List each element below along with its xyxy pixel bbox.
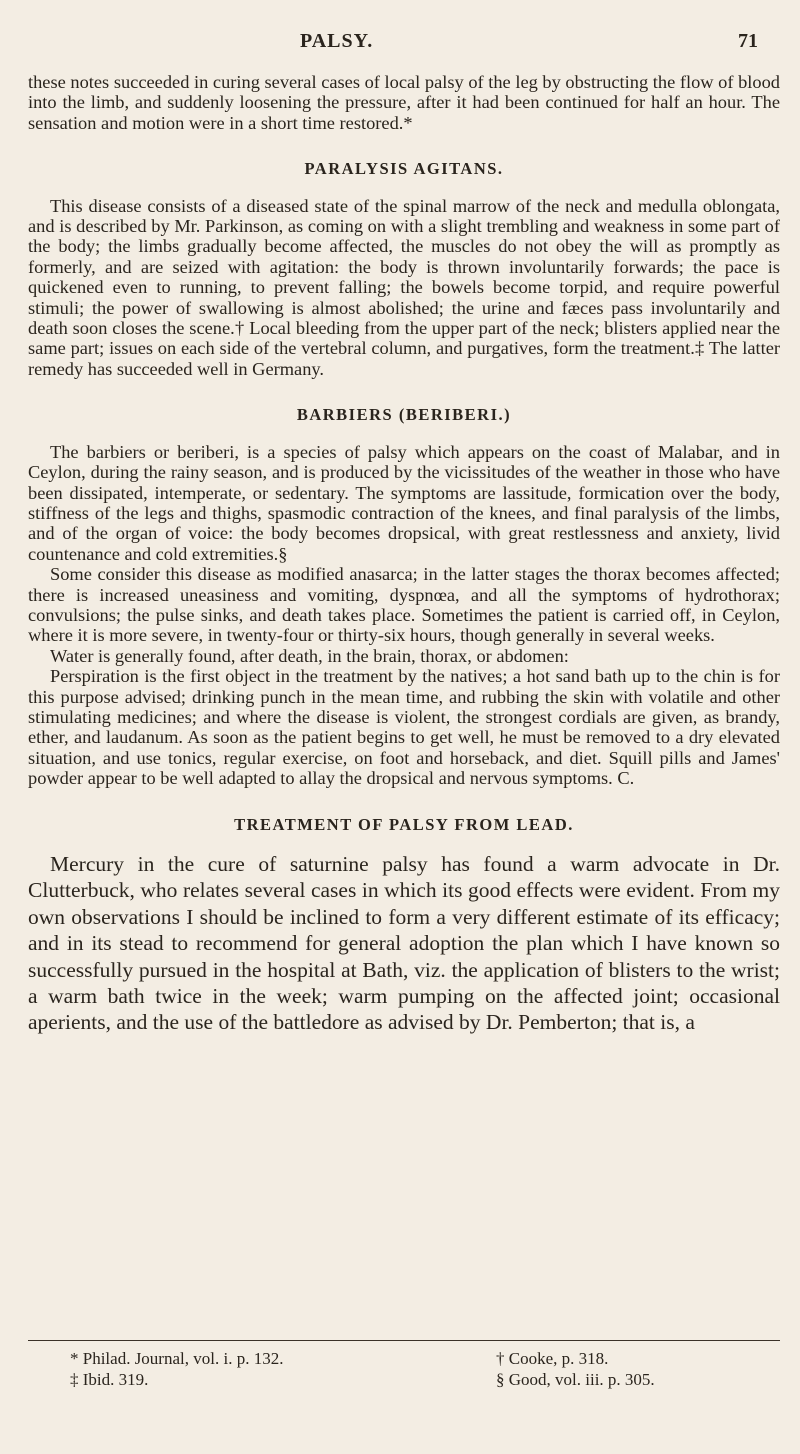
footnote-row [70,1348,760,1369]
footnote-ibid: ‡ Ibid. 319. [70,1370,149,1389]
footnote-divider [28,1340,780,1341]
paragraph-barbiers-3: Water is generally found, after death, in the brain, thorax, or abdomen: [50,645,569,666]
section-heading-lead-palsy: TREATMENT OF PALSY FROM LEAD. [234,814,574,834]
footnote-cooke: † Cooke, p. 318. [496,1349,609,1368]
paragraph-lead-palsy: Mercury in the cure of saturnine palsy has found a warm advocate in Dr. Clutterbuck, who relates several cases in which its good effects were evident. From my own observations I should be inclined to form a very different estimate of its efficacy; and in its stead to recommend for general adoption the plan which I have known so successfully pursued in the hospital at Bath, viz. the application of blisters to the wrist; a warm bath twice in the week; warm pumping on the affected joint; occasional aperients, and the use of the battledore as advised by Dr. Pemberton; that is, a [28,852,780,1035]
footnote-good: § Good, vol. iii. p. 305. [496,1370,655,1389]
paragraph-barbiers-4: Perspiration is the first object in the treatment by the natives; a hot sand bath up to the chin is for this purpose advised; drinking punch in the mean time, and rubbing the skin with volatile and other stimulating medicines; and where the disease is violent, the strongest cordials are given, as brandy, ether, and laudanum. As soon as the patient begins to get well, he must be removed to a dry elevated situation, and use tonics, regular exercise, on foot and horseback, and diet. Squill pills and James' powder appear to be well adapted to allay the dropsical and nervous symptoms. C. [28,666,780,789]
page-number: 71 [738,30,758,52]
running-head [0,30,800,54]
body-text [28,72,780,1036]
paragraph-barbiers-1: The barbiers or beriberi, is a species of palsy which appears on the coast of Malabar, and in Ceylon, during the rainy season, and is produced by the vicissitudes of the weather in those who have been dissipated, intemperate, or sedentary. The symptoms are lassitude, formication over the body, stiffness of the legs and thighs, spasmodic contraction of the knees, and final paralysis of the limbs, and of the organ of voice: the body becomes dropsical, with great restlessness and anxiety, livid countenance and cold extremities.§ [28,441,780,564]
running-head-title: PALSY. [300,30,374,52]
paragraph-barbiers-2: Some consider this disease as modified anasarca; in the latter stages the thorax becomes affected; there is increased uneasiness and vomiting, dyspnœa, and all the symptoms of hydrothorax; convulsions; the pulse sinks, and death takes place. Sometimes the patient is carried off, in Ceylon, where it is more severe, in twenty-four or thirty-six hours, though generally in several weeks. [28,564,780,646]
section-heading-paralysis-agitans: PARALYSIS AGITANS. [304,159,504,179]
footnote-philad-journal: * Philad. Journal, vol. i. p. 132. [70,1349,284,1368]
paragraph-paralysis-agitans: This disease consists of a diseased state of the spinal marrow of the neck and medulla oblongata, and is described by Mr. Parkinson, as coming on with a slight trembling and weakness in some part of the body; the limbs gradually become affected, the muscles do not obey the will as promptly as formerly, and are seized with agitation: the body is thrown involuntarily forwards; the pace is quickened even to running, to prevent falling; the bowels become torpid, and require powerful stimuli; the power of swallowing is almost abolished; the urine and fæces pass involuntarily and death soon closes the scene.† Local bleeding from the upper part of the neck; blisters applied near the same part; issues on each side of the vertebral column, and purgatives, form the treatment.‡ The latter remedy has succeeded well in Germany. [28,195,780,379]
section-heading-barbiers: BARBIERS (BERIBERI.) [296,405,512,425]
intro-paragraph: these notes succeeded in curing several cases of local palsy of the leg by obstructing the flow of blood into the limb, and suddenly loosening the pressure, after it had been continued for half an hour. The sensation and motion were in a short time restored.* [28,72,780,133]
footnotes [70,1348,760,1390]
footnote-row [70,1369,760,1390]
